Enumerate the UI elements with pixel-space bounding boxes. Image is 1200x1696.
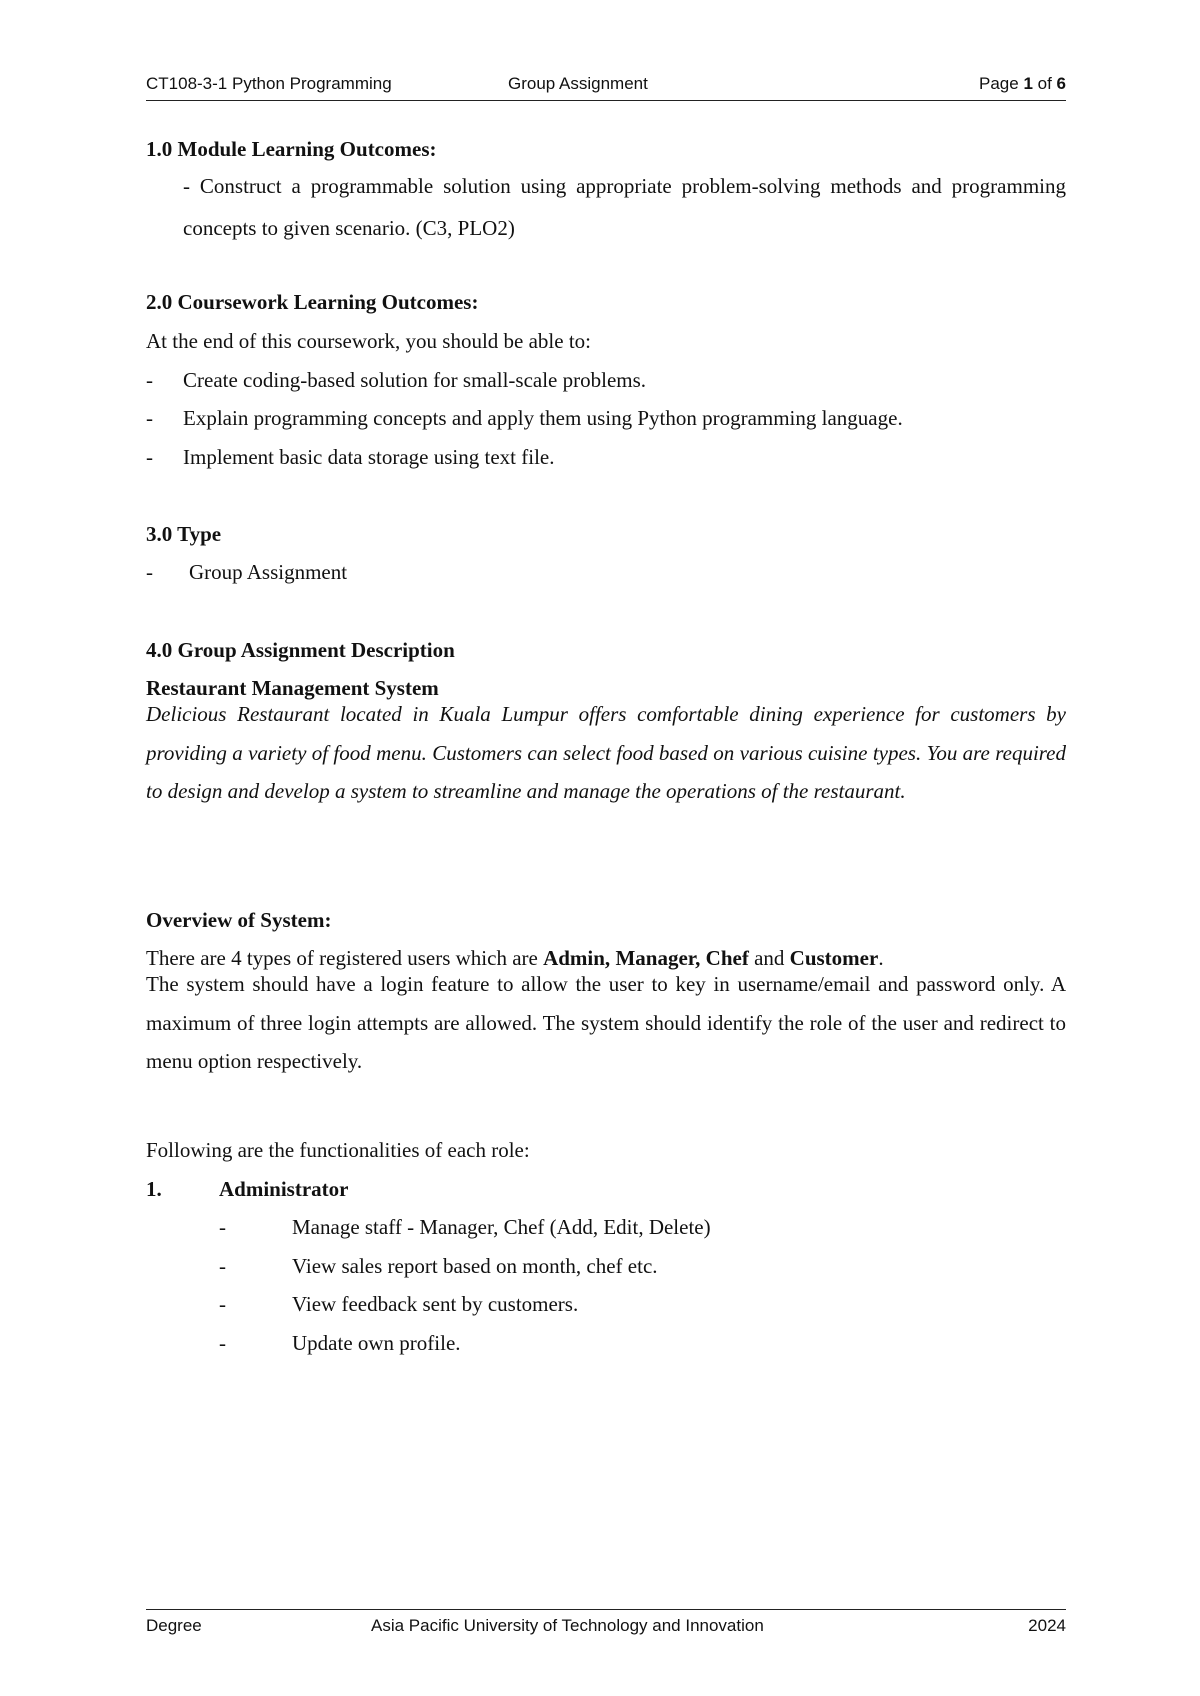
role-name: Administrator <box>219 1177 349 1201</box>
list-item: Implement basic data storage using text file. <box>183 445 555 469</box>
list-item: View sales report based on month, chef etc. <box>292 1254 658 1278</box>
list-item: Update own profile. <box>292 1331 461 1355</box>
section-3-heading: 3.0 Type <box>146 522 222 546</box>
list-item: View feedback sent by customers. <box>292 1292 579 1316</box>
role-manager: Manager, <box>615 946 701 970</box>
bullet-dash: - <box>146 406 153 430</box>
overview-login-text: The system should have a login feature to allow the user to key in username/email and password only. A maximum of three login attempts are allowed. The system should identify the role of the user and redirect to menu option respectively. <box>146 972 1066 1073</box>
role-number: 1. <box>146 1177 162 1201</box>
header-course: CT108-3-1 Python Programming <box>146 74 392 93</box>
footer-degree: Degree <box>146 1616 202 1635</box>
role-customer: Customer <box>789 946 879 970</box>
overview-users-and: and <box>748 946 790 970</box>
overview-users-pre: There are 4 types of registered users which are <box>146 946 544 970</box>
bullet-dash: - <box>146 368 153 392</box>
header-page-number <box>979 74 1066 94</box>
section-2-intro: At the end of this coursework, you should be able to: <box>146 329 591 353</box>
page-header <box>146 74 1066 101</box>
page-total: 6 <box>1056 74 1066 93</box>
section-2-heading: 2.0 Coursework Learning Outcomes: <box>146 290 479 314</box>
section-4-subheading: Restaurant Management System <box>146 676 439 700</box>
list-item: Explain programming concepts and apply them using Python programming language. <box>183 406 903 430</box>
role-chef: Chef <box>705 946 749 970</box>
bullet-dash: - <box>219 1292 226 1316</box>
section-1-text: - Construct a programmable solution using appropriate problem-solving methods and programming concepts to given scenario. (C3, PLO2) <box>183 174 1066 240</box>
list-item: Create coding-based solution for small-scale problems. <box>183 368 647 392</box>
overview-heading: Overview of System: <box>146 908 332 932</box>
role-admin: Admin, <box>543 946 611 970</box>
page-prefix: Page <box>979 74 1024 93</box>
page-footer <box>146 1609 1066 1640</box>
bullet-dash: - <box>146 560 153 584</box>
page-of: of <box>1032 74 1057 93</box>
type-item: Group Assignment <box>189 560 348 584</box>
functionalities-intro: Following are the functionalities of each role: <box>146 1138 530 1162</box>
footer-university: Asia Pacific University of Technology and Innovation <box>371 1616 764 1635</box>
section-1-heading: 1.0 Module Learning Outcomes: <box>146 137 437 161</box>
footer-year: 2024 <box>1028 1616 1066 1635</box>
overview-users-end: . <box>878 946 884 970</box>
list-item: Manage staff - Manager, Chef (Add, Edit, Delete) <box>292 1215 711 1239</box>
bullet-dash: - <box>219 1254 226 1278</box>
section-4-description: Delicious Restaurant located in Kuala Lumpur offers comfortable dining experience for customers by providing a variety of food menu. Customers can select food based on various cuisine types. You are required to design and develop a system to streamline and manage the operations of the restaurant. <box>146 702 1066 803</box>
bullet-dash: - <box>219 1331 226 1355</box>
bullet-dash: - <box>219 1215 226 1239</box>
section-4-heading: 4.0 Group Assignment Description <box>146 638 455 662</box>
header-doc-type: Group Assignment <box>508 74 648 93</box>
bullet-dash: - <box>146 445 153 469</box>
page-current: 1 <box>1023 74 1033 93</box>
